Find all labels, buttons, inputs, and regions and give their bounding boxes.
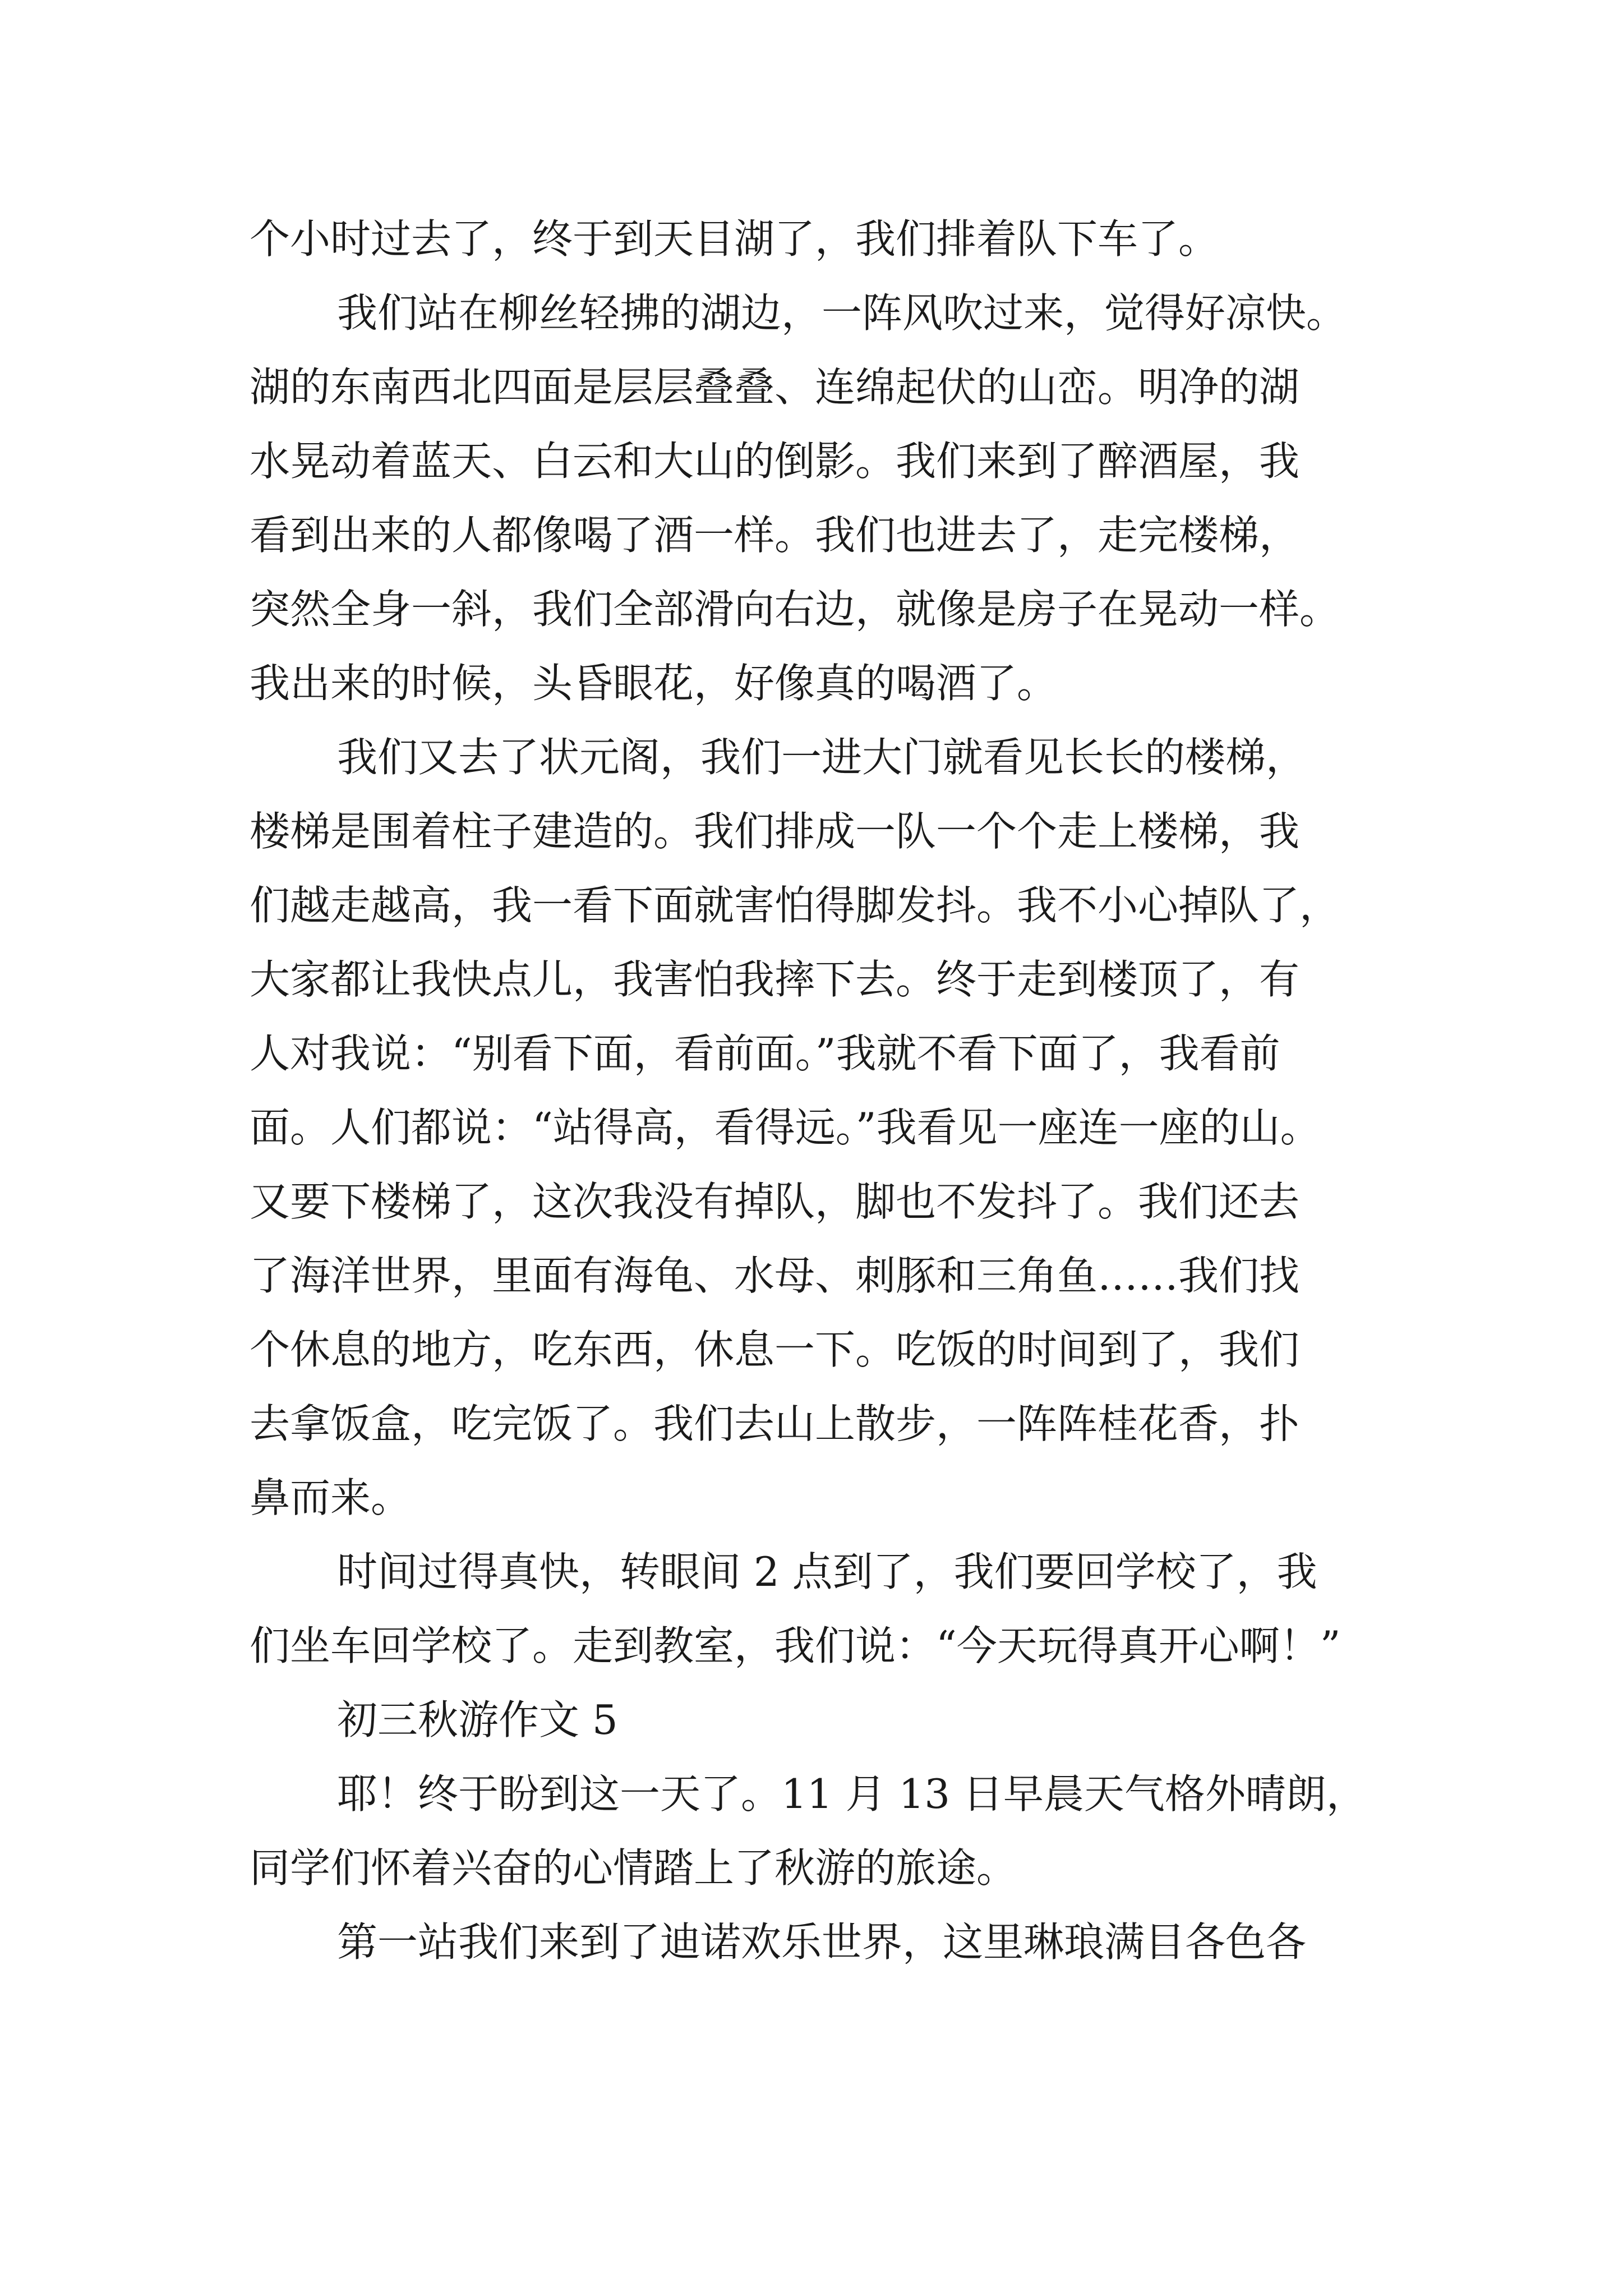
paragraph-line: 时间过得真快，转眼间 2 点到了，我们要回学校了，我 bbox=[337, 1548, 1317, 1595]
paragraph-line: 我出来的时候，头昏眼花，好像真的喝酒了。 bbox=[250, 660, 1058, 707]
paragraph-line: 耶！终于盼到这一天了。11 月 13 日早晨天气格外晴朗， bbox=[337, 1770, 1367, 1818]
paragraph-line: 大家都让我快点儿，我害怕我摔下去。终于走到楼顶了，有 bbox=[250, 956, 1300, 1003]
essay-heading: 初三秋游作文 5 bbox=[337, 1696, 618, 1743]
paragraph-line: 人对我说：“别看下面，看前面。”我就不看下面了，我看前 bbox=[250, 1030, 1280, 1077]
paragraph-line: 了海洋世界，里面有海龟、水母、刺豚和三角鱼……我们找 bbox=[250, 1252, 1300, 1299]
paragraph-line: 个休息的地方，吃东西，休息一下。吃饭的时间到了，我们 bbox=[250, 1326, 1300, 1373]
paragraph-line: 我们又去了状元阁，我们一进大门就看见长长的楼梯， bbox=[337, 734, 1307, 781]
paragraph-line: 又要下楼梯了，这次我没有掉队，脚也不发抖了。我们还去 bbox=[250, 1178, 1300, 1225]
paragraph-line: 们越走越高，我一看下面就害怕得脚发抖。我不小心掉队了， bbox=[250, 882, 1340, 929]
paragraph-line: 看到出来的人都像喝了酒一样。我们也进去了，走完楼梯， bbox=[250, 512, 1300, 559]
paragraph-line: 水晃动着蓝天、白云和大山的倒影。我们来到了醉酒屋，我 bbox=[250, 438, 1300, 485]
paragraph-line: 面。人们都说：“站得高，看得远。”我看见一座连一座的山。 bbox=[250, 1104, 1321, 1151]
paragraph-line: 们坐车回学校了。走到教室，我们说：“今天玩得真开心啊！” bbox=[250, 1622, 1341, 1669]
paragraph-line: 第一站我们来到了迪诺欢乐世界，这里琳琅满目各色各 bbox=[337, 1918, 1307, 1966]
paragraph-line: 去拿饭盒，吃完饭了。我们去山上散步，一阵阵桂花香，扑 bbox=[250, 1400, 1300, 1447]
paragraph-line: 同学们怀着兴奋的心情踏上了秋游的旅途。 bbox=[250, 1844, 1017, 1892]
paragraph-line: 我们站在柳丝轻拂的湖边，一阵风吹过来，觉得好凉快。 bbox=[337, 289, 1347, 337]
paragraph-line: 个小时过去了，终于到天目湖了，我们排着队下车了。 bbox=[250, 215, 1219, 263]
paragraph-line: 楼梯是围着柱子建造的。我们排成一队一个个走上楼梯，我 bbox=[250, 808, 1300, 855]
paragraph-line: 突然全身一斜，我们全部滑向右边，就像是房子在晃动一样。 bbox=[250, 586, 1340, 633]
paragraph-line: 湖的东南西北四面是层层叠叠、连绵起伏的山峦。明净的湖 bbox=[250, 364, 1300, 411]
paragraph-line: 鼻而来。 bbox=[250, 1474, 412, 1521]
document-body bbox=[250, 202, 1382, 1979]
